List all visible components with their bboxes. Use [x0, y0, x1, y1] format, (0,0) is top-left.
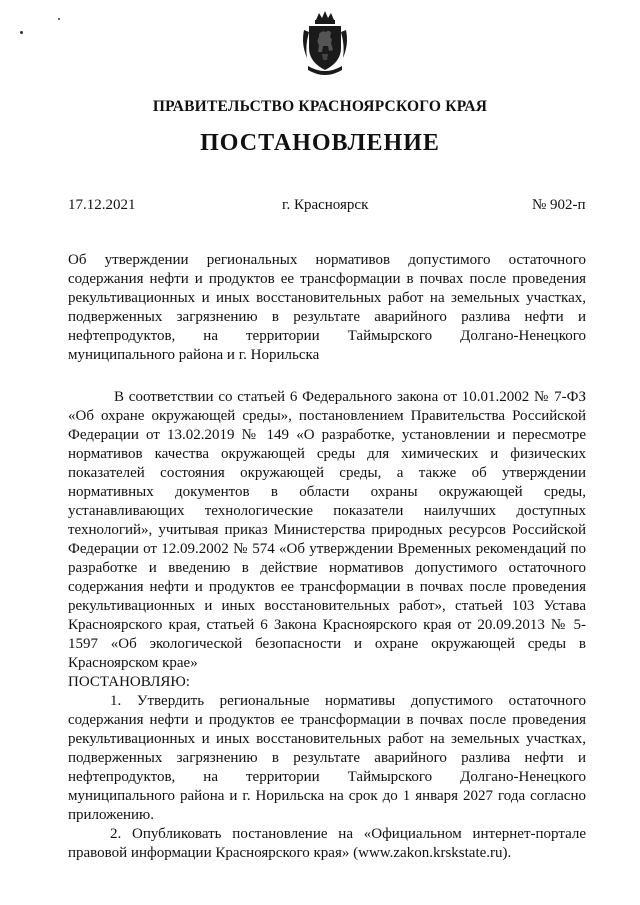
document-city: г. Красноярск — [282, 197, 369, 213]
document-subject: Об утверждении региональных нормативов допустимого остаточного содержания нефти и продуктов ее трансформации в почвах после проведения рекультивационных и иных восстановительных работ на земельных участках, подверженных загрязнению в результате аварийного разлива нефти и нефтепродуктов, на территории Таймырского Долгано-Ненецкого муниципального района и г. Норильска — [68, 252, 586, 363]
preamble-paragraph: В соответствии со статьей 6 Федерального закона от 10.01.2002 № 7-ФЗ «Об охране окружающей среды», постановлением Правительства Российской Федерации от 13.02.2019 № 149 «О разработке, установлении и пересмотре нормативов качества окружающей среды для химических и физических показателей состояния окружающей среды, а также об утверждении нормативных документов в области охраны окружающей среды, устанавливающих технологические показатели наилучших доступных технологий», учитывая приказ Министерства природных ресурсов Российской Федерации от 12.09.2002 № 574 «Об утверждении Временных рекомендаций по разработке и введению в действие нормативов допустимого остаточного содержания нефти и продуктов ее трансформации в почвах после проведения рекультивационных и иных восстановительных работ», статьей 103 Устава Красноярского края, статьей 6 Закона Красноярского края от 20.09.2013 № 5-1597 «Об экологической безопасности и охране окружающей среды в Красноярском крае» — [68, 389, 586, 671]
document-body — [68, 388, 586, 863]
document-type-heading: ПОСТАНОВЛЕНИЕ — [200, 130, 440, 156]
decree-item-1: 1. Утвердить региональные нормативы допустимого остаточного содержания нефти и продуктов ее трансформации в почвах после проведения рекультивационных и иных восстановительных работ на земельных участках, подверженных загрязнению в результате аварийного разлива нефти и нефтепродуктов, на территории Таймырского Долгано-Ненецкого муниципального района и г. Норильска на срок до 1 января 2027 года согласно приложению. — [68, 693, 586, 823]
document-number: № 902-п — [532, 197, 586, 213]
decree-item-2: 2. Опубликовать постановление на «Официальном интернет-портале правовой информации Красноярского края» (www.zakon.krskstate.ru). — [68, 826, 586, 861]
organization-title: ПРАВИТЕЛЬСТВО КРАСНОЯРСКОГО КРАЯ — [152, 98, 488, 115]
decree-word: ПОСТАНОВЛЯЮ: — [68, 674, 190, 690]
scan-speck — [20, 31, 23, 34]
document-date: 17.12.2021 — [68, 197, 136, 213]
scan-speck — [58, 18, 60, 20]
coat-of-arms-icon — [300, 10, 350, 76]
